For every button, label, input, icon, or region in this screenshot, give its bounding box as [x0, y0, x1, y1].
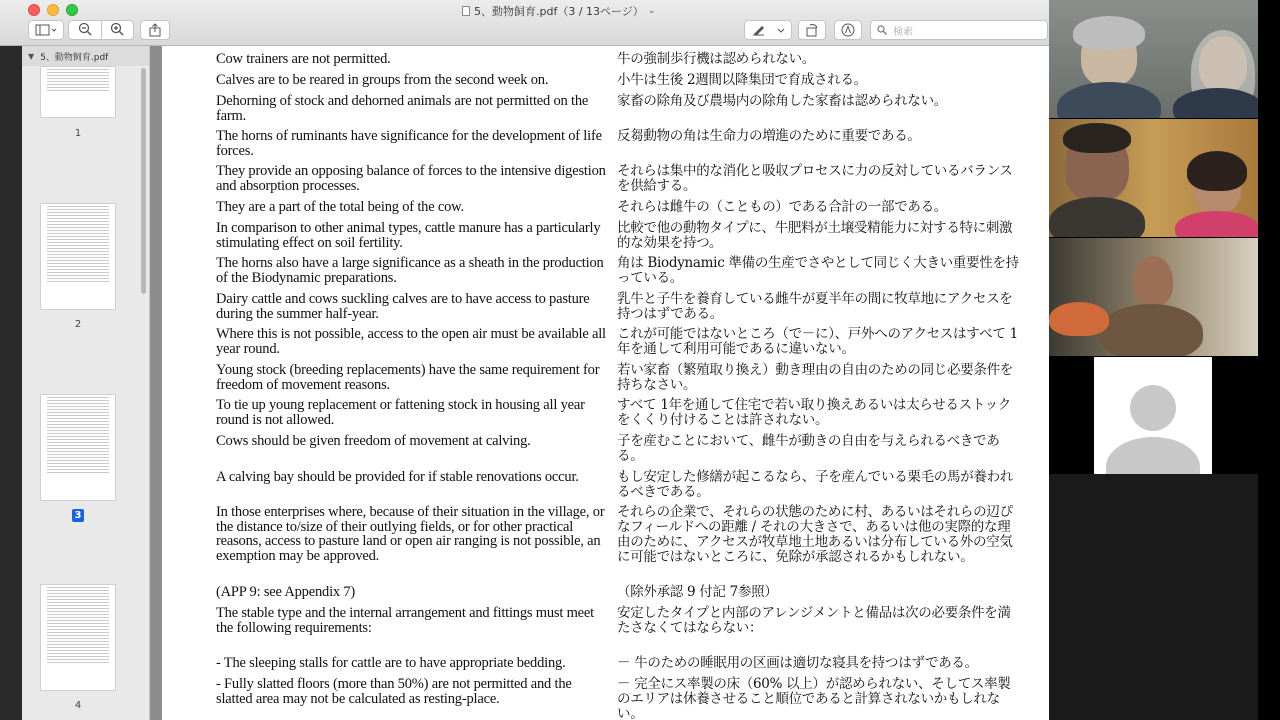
- desktop-strip: [0, 46, 22, 720]
- zoom-out-icon: [78, 22, 92, 36]
- window-title[interactable]: 5、動物飼育.pdf（3 / 13ページ） ⌄: [462, 3, 655, 19]
- sidebar-file-header[interactable]: ▼ 5、動物飼育.pdf: [22, 46, 149, 66]
- page-thumbnail-3[interactable]: [40, 394, 116, 501]
- page-thumbnail-4[interactable]: [40, 584, 116, 691]
- markup-pen-button[interactable]: [744, 20, 792, 40]
- close-window-button[interactable]: [28, 4, 40, 16]
- chevron-down-icon: ⌄: [647, 6, 656, 16]
- disclosure-triangle-icon[interactable]: ▼: [28, 51, 35, 61]
- background-object: [1049, 302, 1109, 336]
- page-thumbnail-2[interactable]: [40, 203, 116, 310]
- participant-body: [1175, 211, 1258, 237]
- participant-body: [1173, 88, 1258, 118]
- minimize-window-button[interactable]: [47, 4, 59, 16]
- pdf-page: Cow trainers are not permitted. 牛の強制歩行機は認められない。 Calves are to be reared in groups from the second week on. 小牛は生後 2週間以降集団で育成される。 Dehorning of stock and dehorned animals are not permitted on the farm. 家畜の除角及び農場内の除角した家畜は認められない。 The horns of ruminants have significance for the development of life forces. 反芻動物の角は生命力の増進のために重要である。 They provide an opposing balance of forces to the intensive digestion and absorption processes. それらは集中的な消化と吸収プロセスに力の反対しているバランスを供給する。 They are a part of the total being of the cow. それらは雌牛の（こともの）である合計の一部である。 In comparison to other animal types, cattle manure has a particularly stimulating effect on soil fertility. 比較で他の動物タイプに、牛肥料が土壌受精能力に対する特に刺激的な効果を持つ。 The horns also have a large significance as a sheath in the production of the Biodynamic preparations. 角は Biodynamic 準備の生産でさやとして同じく大きい重要性を持っている。 Dairy cattle and cows suckling calves are to have access to pasture during the summer half-year. 乳牛と子牛を養育している雌牛が夏半年の間に牧草地にアクセスを持つはずである。 Where this is not possible, access to the open air must be available all year round. これが可能ではないところ（で－に）、戸外へのアクセスはすべて 1年を通して利用可能であるに違いない。 Young stock (breeding replacements) have the same requirement for freedom of movement reasons. 若い家畜（繁殖取り換え）動き理由の自由のための同じ必要条件を持ちなさい。 To tie up young replacement or fattening stock in housing all year round is not allowed. すべて 1年を通して住宅で若い取り換えあるいは太らせるストックをくくり付けることは許されない。 Cows should be given freedom of movement at calving. 子を産むことにおいて、雌牛が動きの自由を与えられるべきである。 A calving bay should be provided for if stable renovations occur. もし安定した修繕が起こるなら、子を産んでいる栗毛の馬が養われるべきである。 In those enterprises where, because of their situation in the village, or the distance to/size of their outlying fields, or for other practical reasons, access to pasture land or open air ranging is not possible, an exemption may be approved. それらの企業で、それらの状態のために村、あるいはそれらの辺ぴなフィールドへの距離 / それの大きさで、あるいは他の実際的な理由のために、アクセスが牧草地土地あるいは分布している外の空気に可能ではないところに、免除が承認されるかもしれない。 (APP 9: see Appendix 7) （除外承認 9 付記 7参照） The stable type and the internal arrangement and fittings must meet the following requirements: 安定したタイプと内部のアレンジメントと備品は次の必要条件を満たさなくてはならない： - The sleeping stalls for cattle are to have appropriate bedding. － 牛のための睡眠用の区画は適切な寝具を持つはずである。 - Fully slatted floors (more than 50%) are not permitted and the slatted area may not be calculated as resting-place. － 完全にス率製の床（60% 以上）が認められない、そしてス率製のエリアは休養させること順位であると計算されないかもしれない。: [162, 46, 1050, 720]
- window-titlebar: [0, 0, 1050, 46]
- page-number-3-selected: 3: [22, 510, 134, 521]
- share-button[interactable]: [140, 20, 170, 40]
- page-number-1: 1: [74, 128, 82, 139]
- participant-body: [1057, 82, 1161, 118]
- participant-face: [1133, 256, 1173, 306]
- zoom-controls: [68, 20, 134, 40]
- desktop-edge: [1258, 0, 1280, 720]
- search-icon: [877, 25, 887, 35]
- avatar: [1094, 357, 1212, 474]
- thumbnail-sidebar: [22, 46, 150, 720]
- video-call-panel: [1049, 0, 1258, 474]
- participant-body: [1099, 304, 1203, 356]
- desktop-background: [1049, 474, 1280, 720]
- document-view[interactable]: [150, 46, 1050, 720]
- participant-hair: [1063, 123, 1131, 153]
- zoom-in-button[interactable]: [102, 22, 134, 39]
- participant-body: [1049, 197, 1145, 237]
- video-tile-participant-3[interactable]: [1049, 238, 1258, 356]
- sidebar-icon: [35, 24, 57, 36]
- video-tile-participant-4[interactable]: [1049, 357, 1258, 474]
- sidebar-toggle-button[interactable]: [28, 20, 64, 40]
- participant-hair: [1073, 16, 1145, 50]
- zoom-out-button[interactable]: [69, 22, 101, 39]
- zoom-window-button[interactable]: [66, 4, 78, 16]
- markup-icon: [841, 23, 855, 37]
- video-tile-participant-2[interactable]: [1049, 119, 1258, 237]
- document-icon: [462, 6, 470, 16]
- page-number-2: 2: [74, 319, 82, 330]
- rotate-icon: [805, 23, 819, 37]
- page-number-4: 4: [74, 700, 82, 711]
- page-thumbnail-1[interactable]: [40, 66, 116, 118]
- avatar-head-icon: [1130, 385, 1176, 431]
- video-tile-participant-1[interactable]: [1049, 0, 1258, 118]
- rotate-button[interactable]: [798, 20, 826, 40]
- participant-hair: [1187, 151, 1247, 191]
- pen-icon: [750, 24, 786, 36]
- share-icon: [149, 23, 161, 37]
- zoom-in-icon: [110, 22, 124, 36]
- markup-toolbar-button[interactable]: [834, 20, 862, 40]
- search-input[interactable]: 検索: [870, 20, 1048, 40]
- avatar-body-icon: [1106, 437, 1200, 474]
- sidebar-scrollbar[interactable]: [141, 68, 146, 294]
